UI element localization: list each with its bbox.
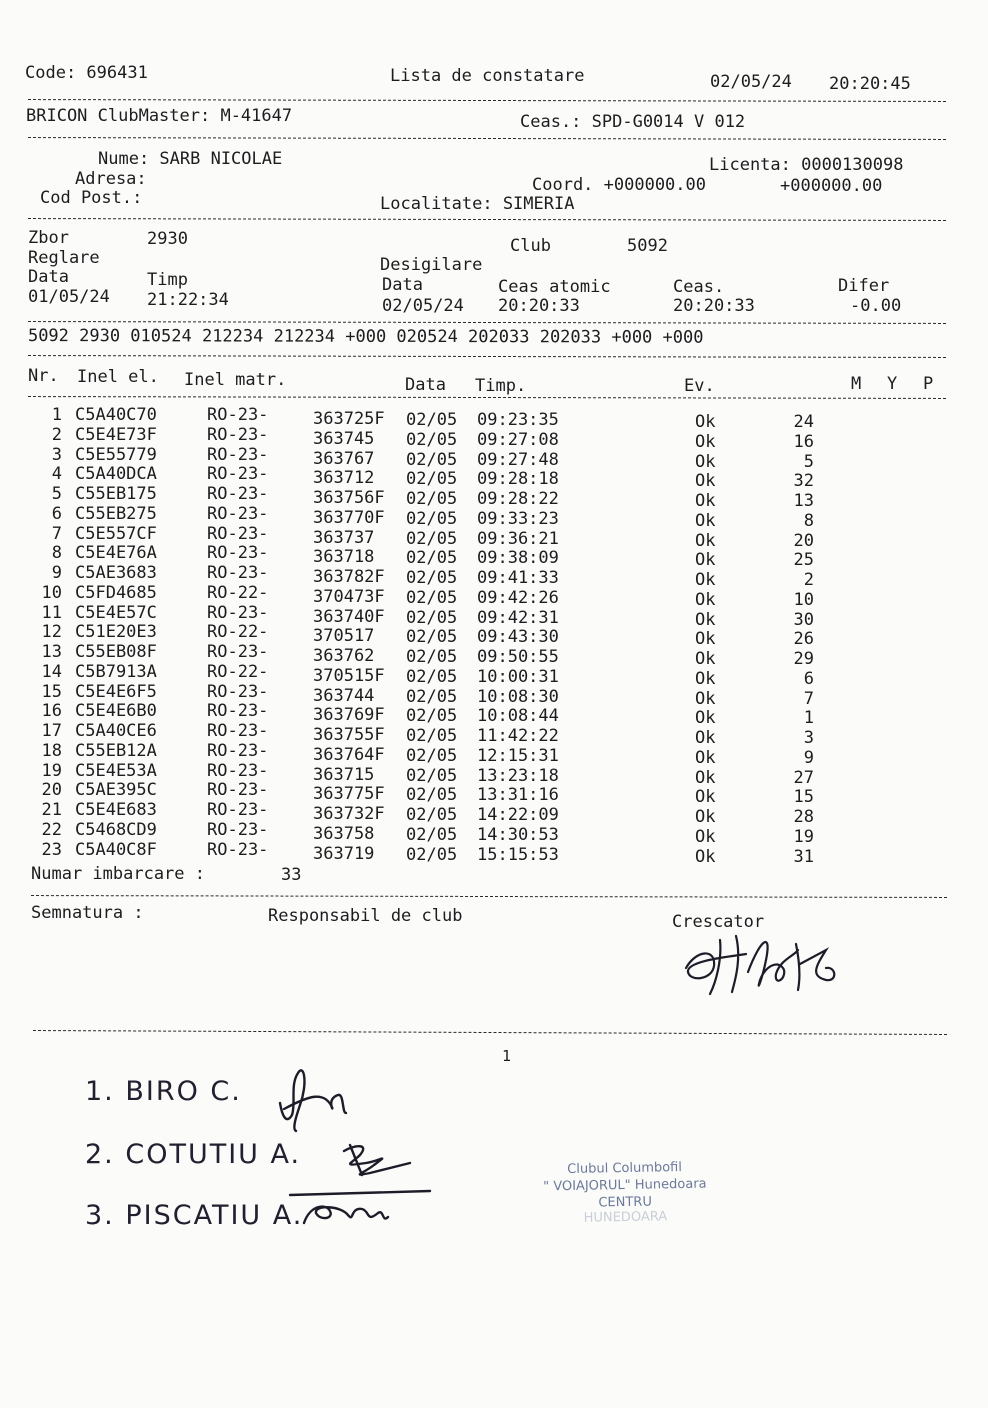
- position: 13: [793, 491, 814, 511]
- electronic-ring: C5E4E683: [75, 800, 157, 820]
- stamp-line-3: CENTRU: [598, 1194, 653, 1211]
- position: 2: [803, 570, 814, 590]
- row-number: 16: [41, 701, 62, 722]
- unseal-label: Desigilare: [380, 255, 483, 275]
- electronic-ring: C55EB275: [75, 503, 157, 524]
- arrival-time: 09:38:09: [477, 548, 559, 569]
- electronic-ring: C5A40CE6: [75, 721, 157, 741]
- ring-number: 363767: [313, 448, 375, 469]
- ring-number: 363770F: [313, 507, 385, 528]
- row-number: 6: [51, 503, 62, 524]
- arrival-time: 09:50:55: [477, 647, 559, 667]
- boarding-count-label: Numar imbarcare :: [31, 864, 205, 884]
- handwritten-member-3: 3. PISCATIU A.: [85, 1200, 304, 1231]
- handwritten-member-1: 1. BIRO C.: [85, 1076, 242, 1107]
- time-label: Timp: [147, 270, 188, 290]
- breeder-signature: [676, 920, 846, 1000]
- electronic-ring: C55EB08F: [75, 642, 157, 662]
- ring-prefix: RO-23-: [207, 543, 269, 564]
- table-row: [0, 444, 988, 472]
- arrival-date: 02/05: [406, 607, 458, 628]
- row-number: 22: [41, 819, 62, 840]
- arrival-time: 10:00:31: [477, 666, 559, 687]
- clock-label: Ceas.: SPD-G0014 V 012: [520, 112, 746, 132]
- ring-prefix: RO-23-: [207, 602, 269, 623]
- arrival-time: 12:15:31: [477, 745, 559, 766]
- ring-number: 363769F: [313, 705, 385, 726]
- event-status: Ok: [695, 807, 716, 827]
- row-number: 17: [41, 721, 62, 741]
- table-row: [0, 819, 988, 847]
- event-status: Ok: [695, 471, 716, 492]
- row-number: 18: [41, 740, 62, 761]
- event-status: Ok: [695, 510, 716, 531]
- position: 3: [803, 728, 814, 748]
- arrival-time: 13:23:18: [477, 765, 559, 786]
- table-row: [0, 642, 988, 669]
- position: 31: [793, 846, 814, 867]
- event-status: Ok: [695, 728, 716, 748]
- ring-prefix: RO-23-: [207, 424, 269, 445]
- electronic-ring: C5A40DCA: [75, 464, 157, 485]
- electronic-ring: C5E557CF: [75, 523, 157, 544]
- atomic-clock-label: Ceas atomic: [498, 277, 611, 297]
- club-responsible-label: Responsabil de club: [268, 906, 463, 926]
- col-header-inel-el: Inel el.: [77, 367, 159, 387]
- signature-label: Semnatura :: [31, 903, 144, 923]
- owner-name: Nume: SARB NICOLAE: [98, 149, 283, 169]
- ring-number: 363762: [313, 646, 375, 666]
- ring-prefix: RO-23-: [207, 405, 269, 425]
- event-status: Ok: [695, 431, 716, 452]
- ring-number: 363712: [313, 468, 375, 489]
- code-label: Code: 696431: [25, 63, 148, 83]
- position: 32: [793, 471, 814, 492]
- coord-label: Coord. +000000.00: [532, 175, 706, 195]
- row-number: 10: [41, 582, 62, 603]
- clock-time-label: Ceas.: [673, 277, 725, 297]
- date-label: Data: [28, 267, 69, 287]
- electronic-ring: C5A40C8F: [75, 839, 157, 860]
- electronic-ring: C55EB12A: [75, 740, 157, 761]
- electronic-ring: C5E4E73F: [75, 424, 157, 445]
- arrival-time: 11:42:22: [477, 726, 559, 746]
- electronic-ring: C5AE395C: [75, 780, 157, 801]
- ring-prefix: RO-23-: [207, 563, 269, 583]
- col-header-time: Timp.: [475, 376, 527, 396]
- row-number: 8: [51, 543, 62, 564]
- ring-prefix: RO-23-: [207, 523, 269, 544]
- breeder-label: Crescator: [672, 912, 765, 932]
- table-row: [0, 582, 988, 610]
- arrival-date: 02/05: [406, 528, 458, 549]
- license-label: Licenta: 0000130098: [709, 155, 904, 175]
- ring-number: 363732F: [313, 804, 385, 824]
- event-status: Ok: [695, 668, 716, 689]
- arrival-date: 02/05: [406, 429, 458, 450]
- position: 16: [793, 431, 814, 452]
- position: 26: [793, 629, 814, 650]
- table-row: [0, 424, 988, 452]
- row-number: 13: [41, 642, 62, 662]
- ring-prefix: RO-23-: [207, 681, 269, 702]
- arrival-time: 09:33:23: [477, 508, 559, 529]
- row-number: 12: [41, 622, 62, 643]
- position: 27: [793, 767, 814, 788]
- header-date: 02/05/24: [710, 72, 792, 92]
- locality-label: Localitate: SIMERIA: [380, 194, 575, 214]
- row-number: 9: [51, 563, 62, 583]
- divider: [28, 99, 946, 102]
- clock-time: 20:20:33: [673, 296, 755, 316]
- clubmaster-label: BRICON ClubMaster: M-41647: [26, 106, 293, 126]
- position: 8: [803, 510, 814, 531]
- event-status: Ok: [695, 412, 716, 432]
- arrival-time: 09:28:18: [477, 469, 559, 490]
- table-row: [0, 405, 988, 432]
- row-number: 15: [41, 681, 62, 702]
- position: 24: [793, 412, 814, 432]
- arrival-time: 09:28:22: [477, 489, 559, 509]
- event-status: Ok: [695, 688, 716, 709]
- divider: [28, 137, 946, 140]
- table-row: [0, 681, 988, 709]
- atomic-time: 20:20:33: [498, 296, 580, 316]
- event-status: Ok: [695, 530, 716, 551]
- ring-prefix: RO-23-: [207, 444, 269, 465]
- arrival-date: 02/05: [406, 449, 458, 470]
- ring-prefix: RO-23-: [207, 484, 269, 504]
- table-row: [0, 622, 988, 650]
- club-label: Club: [510, 236, 551, 256]
- stamp-line-1: Clubul Columbofil: [567, 1160, 683, 1178]
- position: 7: [803, 688, 814, 709]
- position: 6: [803, 668, 814, 689]
- arrival-time: 09:27:08: [477, 429, 559, 450]
- arrival-date: 02/05: [406, 745, 458, 766]
- adjust-time: 21:22:34: [147, 290, 229, 310]
- arrival-time: 09:41:33: [477, 568, 559, 588]
- electronic-ring: C5E55779: [75, 444, 157, 465]
- arrival-date: 02/05: [406, 666, 458, 687]
- position: 15: [793, 787, 814, 808]
- event-status: Ok: [695, 550, 716, 571]
- position: 25: [793, 550, 814, 571]
- table-row: [0, 661, 988, 689]
- table-row: [0, 721, 988, 748]
- ring-number: 363775F: [313, 784, 385, 805]
- divider: [28, 396, 946, 399]
- row-number: 21: [41, 800, 62, 820]
- ring-number: 363718: [313, 547, 375, 568]
- position: 29: [793, 649, 814, 669]
- position: 30: [793, 609, 814, 630]
- electronic-ring: C5468CD9: [75, 819, 157, 840]
- event-status: Ok: [695, 708, 716, 729]
- handwritten-member-2: 2. COTUTIU A.: [85, 1139, 302, 1170]
- table-row: [0, 780, 988, 808]
- ring-number: 370515F: [313, 665, 385, 686]
- divider: [33, 1030, 947, 1035]
- ring-prefix: RO-22-: [207, 661, 269, 682]
- stamp-line-4: HUNEDOARA: [583, 1209, 668, 1226]
- arrival-date: 02/05: [406, 627, 458, 648]
- arrival-time: 14:30:53: [477, 824, 559, 845]
- electronic-ring: C5E4E76A: [75, 543, 157, 564]
- ring-prefix: RO-22-: [207, 582, 269, 603]
- event-status: Ok: [695, 767, 716, 788]
- position: 20: [793, 530, 814, 551]
- row-number: 2: [51, 424, 62, 445]
- divider: [28, 218, 946, 221]
- event-status: Ok: [695, 451, 716, 472]
- event-status: Ok: [695, 589, 716, 610]
- table-row: [0, 503, 988, 531]
- table-row: [0, 760, 988, 788]
- arrival-date: 02/05: [406, 765, 458, 786]
- page-number: 1: [502, 1047, 512, 1065]
- arrival-date: 02/05: [406, 548, 458, 569]
- event-status: Ok: [695, 629, 716, 650]
- col-header-m: M: [851, 374, 862, 394]
- event-status: Ok: [695, 846, 716, 867]
- table-row: [0, 701, 988, 729]
- ring-number: 363758: [313, 823, 375, 844]
- arrival-date: 02/05: [406, 647, 458, 667]
- row-number: 11: [41, 602, 62, 623]
- ring-number: 363755F: [313, 725, 385, 745]
- flight-label: Zbor: [28, 228, 69, 248]
- row-number: 5: [51, 484, 62, 504]
- electronic-ring: C5AE3683: [75, 563, 157, 583]
- arrival-time: 10:08:44: [477, 706, 559, 727]
- difference-label: Difer: [838, 276, 890, 296]
- row-number: 19: [41, 760, 62, 781]
- arrival-time: 09:23:35: [477, 410, 559, 430]
- ring-number: 363737: [313, 527, 375, 548]
- row-number: 7: [51, 523, 62, 544]
- col-header-y: Y: [887, 374, 898, 394]
- ring-number: 363782F: [313, 567, 385, 587]
- event-status: Ok: [695, 787, 716, 808]
- coord-value-2: +000000.00: [780, 176, 883, 196]
- header-time: 20:20:45: [829, 74, 911, 94]
- electronic-ring: C5FD4685: [75, 582, 157, 603]
- event-status: Ok: [695, 491, 716, 511]
- ring-number: 363715: [313, 764, 375, 785]
- col-header-event: Ev.: [684, 376, 715, 396]
- electronic-ring: C55EB175: [75, 484, 157, 504]
- ring-number: 363740F: [313, 606, 385, 627]
- event-status: Ok: [695, 570, 716, 590]
- col-header-p: P: [923, 374, 934, 394]
- position: 28: [793, 807, 814, 827]
- club-stamp: [519, 1159, 730, 1227]
- divider: [28, 355, 946, 358]
- difference-value: -0.00: [850, 296, 902, 316]
- electronic-ring: C5E4E6F5: [75, 681, 157, 702]
- position: 10: [793, 589, 814, 610]
- table-row: [0, 523, 988, 551]
- position: 1: [803, 708, 814, 729]
- position: 9: [803, 747, 814, 768]
- event-status: Ok: [695, 609, 716, 630]
- table-row: [0, 464, 988, 492]
- member-signatures: [270, 1055, 440, 1235]
- event-status: Ok: [695, 747, 716, 768]
- stamp-line-2: " VOIAJORUL" Hunedoara: [543, 1176, 707, 1195]
- ring-prefix: RO-23-: [207, 819, 269, 840]
- arrival-date: 02/05: [406, 805, 458, 825]
- ring-prefix: RO-23-: [207, 760, 269, 781]
- position: 19: [793, 826, 814, 847]
- ring-number: 363719: [313, 843, 375, 864]
- divider: [31, 895, 947, 898]
- table-row: [0, 839, 988, 867]
- col-header-nr: Nr.: [28, 366, 59, 386]
- event-status: Ok: [695, 649, 716, 669]
- table-row: [0, 800, 988, 827]
- ring-number: 363745: [313, 428, 375, 449]
- arrival-date: 02/05: [406, 587, 458, 608]
- ring-prefix: RO-23-: [207, 780, 269, 801]
- arrival-time: 09:42:31: [477, 607, 559, 628]
- table-row: [0, 543, 988, 571]
- unseal-date-label: Data: [382, 275, 423, 295]
- arrival-date: 02/05: [406, 844, 458, 865]
- electronic-ring: C5E4E53A: [75, 760, 157, 781]
- arrival-time: 10:08:30: [477, 686, 559, 707]
- table-row: [0, 563, 988, 590]
- arrival-time: 09:27:48: [477, 449, 559, 470]
- table-row: [0, 740, 988, 768]
- ring-number: 363744: [313, 685, 375, 706]
- arrival-time: 13:31:16: [477, 785, 559, 806]
- ring-prefix: RO-23-: [207, 800, 269, 820]
- electronic-ring: C5A40C70: [75, 405, 157, 425]
- arrival-time: 14:22:09: [477, 805, 559, 825]
- arrival-time: 09:36:21: [477, 528, 559, 549]
- ring-prefix: RO-23-: [207, 464, 269, 485]
- arrival-time: 15:15:53: [477, 844, 559, 865]
- arrival-date: 02/05: [406, 785, 458, 806]
- boarding-count-value: 33: [281, 865, 302, 885]
- col-header-date: Data: [405, 375, 446, 395]
- ring-prefix: RO-22-: [207, 622, 269, 643]
- arrival-date: 02/05: [406, 410, 458, 430]
- row-number: 4: [51, 464, 62, 485]
- event-status: Ok: [695, 826, 716, 847]
- electronic-ring: C51E20E3: [75, 622, 157, 643]
- flight-number: 2930: [147, 229, 188, 249]
- ring-number: 363756F: [313, 488, 385, 508]
- arrival-time: 09:43:30: [477, 627, 559, 648]
- ring-number: 370517: [313, 626, 375, 647]
- row-number: 20: [41, 780, 62, 801]
- adjust-label: Reglare: [28, 248, 100, 268]
- electronic-ring: C5B7913A: [75, 661, 157, 682]
- row-number: 14: [41, 661, 62, 682]
- electronic-ring: C5E4E57C: [75, 602, 157, 623]
- encoded-flight-line: 5092 2930 010524 212234 212234 +000 020524 202033 202033 +000 +000: [27, 326, 704, 348]
- ring-prefix: RO-23-: [207, 839, 269, 860]
- table-row: [0, 602, 988, 630]
- divider: [28, 321, 946, 324]
- document-title: Lista de constatare: [390, 66, 585, 86]
- arrival-date: 02/05: [406, 568, 458, 588]
- ring-number: 370473F: [313, 586, 385, 607]
- ring-prefix: RO-23-: [207, 740, 269, 761]
- ring-number: 363764F: [313, 744, 385, 765]
- arrival-date: 02/05: [406, 824, 458, 845]
- arrival-date: 02/05: [406, 706, 458, 727]
- ring-prefix: RO-23-: [207, 503, 269, 524]
- position: 5: [803, 451, 814, 472]
- row-number: 3: [51, 444, 62, 465]
- arrival-time: 09:42:26: [477, 587, 559, 608]
- ring-prefix: RO-23-: [207, 701, 269, 722]
- postal-code-label: Cod Post.:: [40, 188, 143, 208]
- ring-number: 363725F: [313, 409, 385, 429]
- arrival-date: 02/05: [406, 489, 458, 509]
- ring-prefix: RO-23-: [207, 721, 269, 741]
- arrival-date: 02/05: [406, 726, 458, 746]
- electronic-ring: C5E4E6B0: [75, 701, 157, 722]
- arrival-date: 02/05: [406, 469, 458, 490]
- row-number: 23: [41, 839, 62, 860]
- arrival-date: 02/05: [406, 508, 458, 529]
- unseal-date: 02/05/24: [382, 296, 464, 316]
- col-header-inel-matr: Inel matr.: [184, 370, 287, 390]
- arrival-date: 02/05: [406, 686, 458, 707]
- club-number: 5092: [627, 236, 668, 256]
- row-number: 1: [51, 405, 62, 425]
- adjust-date: 01/05/24: [28, 287, 110, 307]
- address-label: Adresa:: [75, 169, 147, 189]
- table-row: [0, 484, 988, 511]
- ring-prefix: RO-23-: [207, 642, 269, 662]
